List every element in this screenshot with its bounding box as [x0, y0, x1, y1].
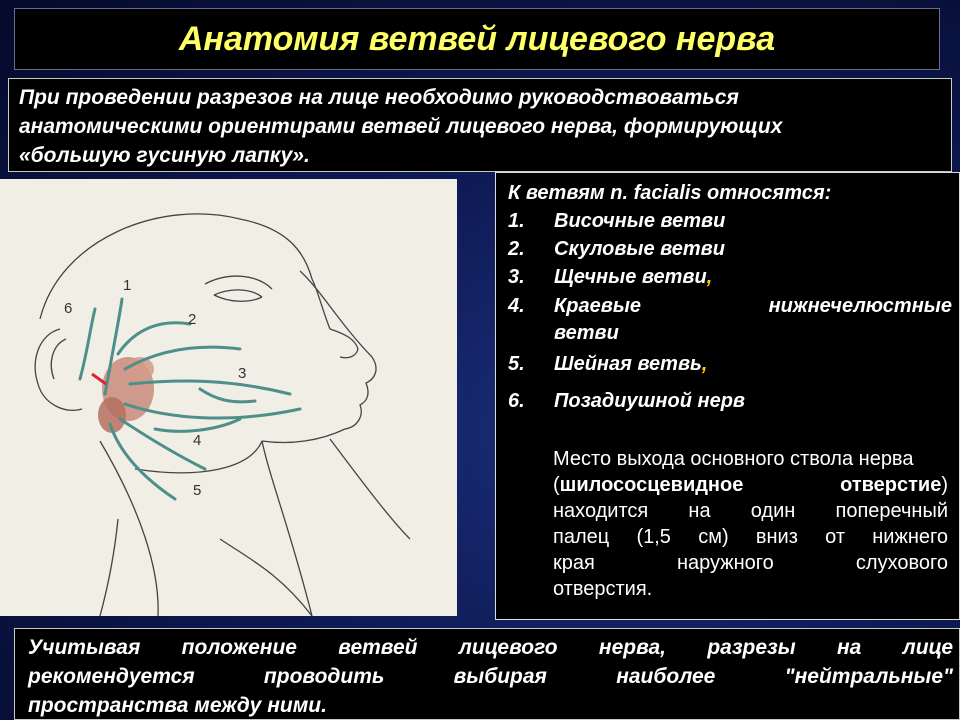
branch-comma: ,	[706, 266, 713, 288]
branch-number: 1.	[508, 210, 525, 232]
note-line-3: находится на один поперечный	[553, 500, 948, 522]
footer-line-2: рекомендуется проводить выбирая наиболее "нейтральные"	[28, 665, 953, 688]
nerve-exit-note	[553, 446, 948, 602]
title-panel	[14, 8, 940, 70]
footer-line-3: пространства между ними.	[28, 694, 327, 717]
footer-line-1: Учитывая положение ветвей лицевого нерва, разрезы на лице	[28, 636, 953, 659]
branches-heading: К ветвям n. facialis относятся:	[508, 182, 832, 204]
branch-number: 6.	[508, 390, 525, 412]
branch-number: 4.	[508, 295, 525, 317]
note-line-6: отверстия.	[553, 578, 653, 600]
note-line-1: Место выхода основного ствола нерва	[553, 448, 914, 470]
figure-label-6: 6	[64, 300, 73, 317]
branch-comma: ,	[701, 353, 708, 375]
figure-label-4: 4	[193, 432, 202, 449]
intro-text	[19, 83, 939, 170]
intro-panel	[8, 78, 952, 172]
branch-label: Позадиушной нерв	[554, 390, 745, 412]
figure-label-2: 2	[188, 311, 197, 328]
branch-number: 2.	[508, 238, 525, 260]
footer-text	[28, 633, 953, 720]
footer-panel	[14, 628, 960, 720]
face-profile-drawing	[0, 179, 457, 616]
branch-label: Скуловые ветви	[554, 238, 725, 260]
branches-panel	[495, 172, 960, 620]
figure-label-3: 3	[238, 365, 247, 382]
intro-line-3: «большую гусиную лапку».	[19, 144, 310, 167]
figure-label-1: 1	[123, 277, 132, 294]
figure-label-5: 5	[193, 482, 202, 499]
note-line-5: края наружного слухового	[553, 552, 948, 574]
branch-label-part-b: нижнечелюстные	[768, 295, 952, 317]
note-open-paren: (	[553, 474, 560, 496]
intro-line-1: При проведении разрезов на лице необходимо руководствоваться	[19, 86, 739, 109]
intro-line-2: анатомическими ориентирами ветвей лицевого нерва, формирующих	[19, 115, 783, 138]
note-line-4: палец (1,5 см) вниз от нижнего	[553, 526, 948, 548]
branch-label-part-a: Краевые	[554, 295, 642, 317]
branch-number: 5.	[508, 353, 525, 375]
note-foramen-name: шилососцевидное отверстие	[559, 474, 942, 496]
branch-label: Щечные ветви	[554, 266, 707, 288]
branch-number: 3.	[508, 266, 525, 288]
note-close-paren: )	[941, 474, 948, 496]
branch-label: Височные ветви	[554, 210, 726, 232]
branch-label-part-c: ветви	[554, 322, 619, 344]
branch-label: Шейная ветвь	[554, 353, 702, 375]
facial-nerve-illustration	[0, 179, 457, 616]
page-title: Анатомия ветвей лицевого нерва	[178, 20, 776, 58]
